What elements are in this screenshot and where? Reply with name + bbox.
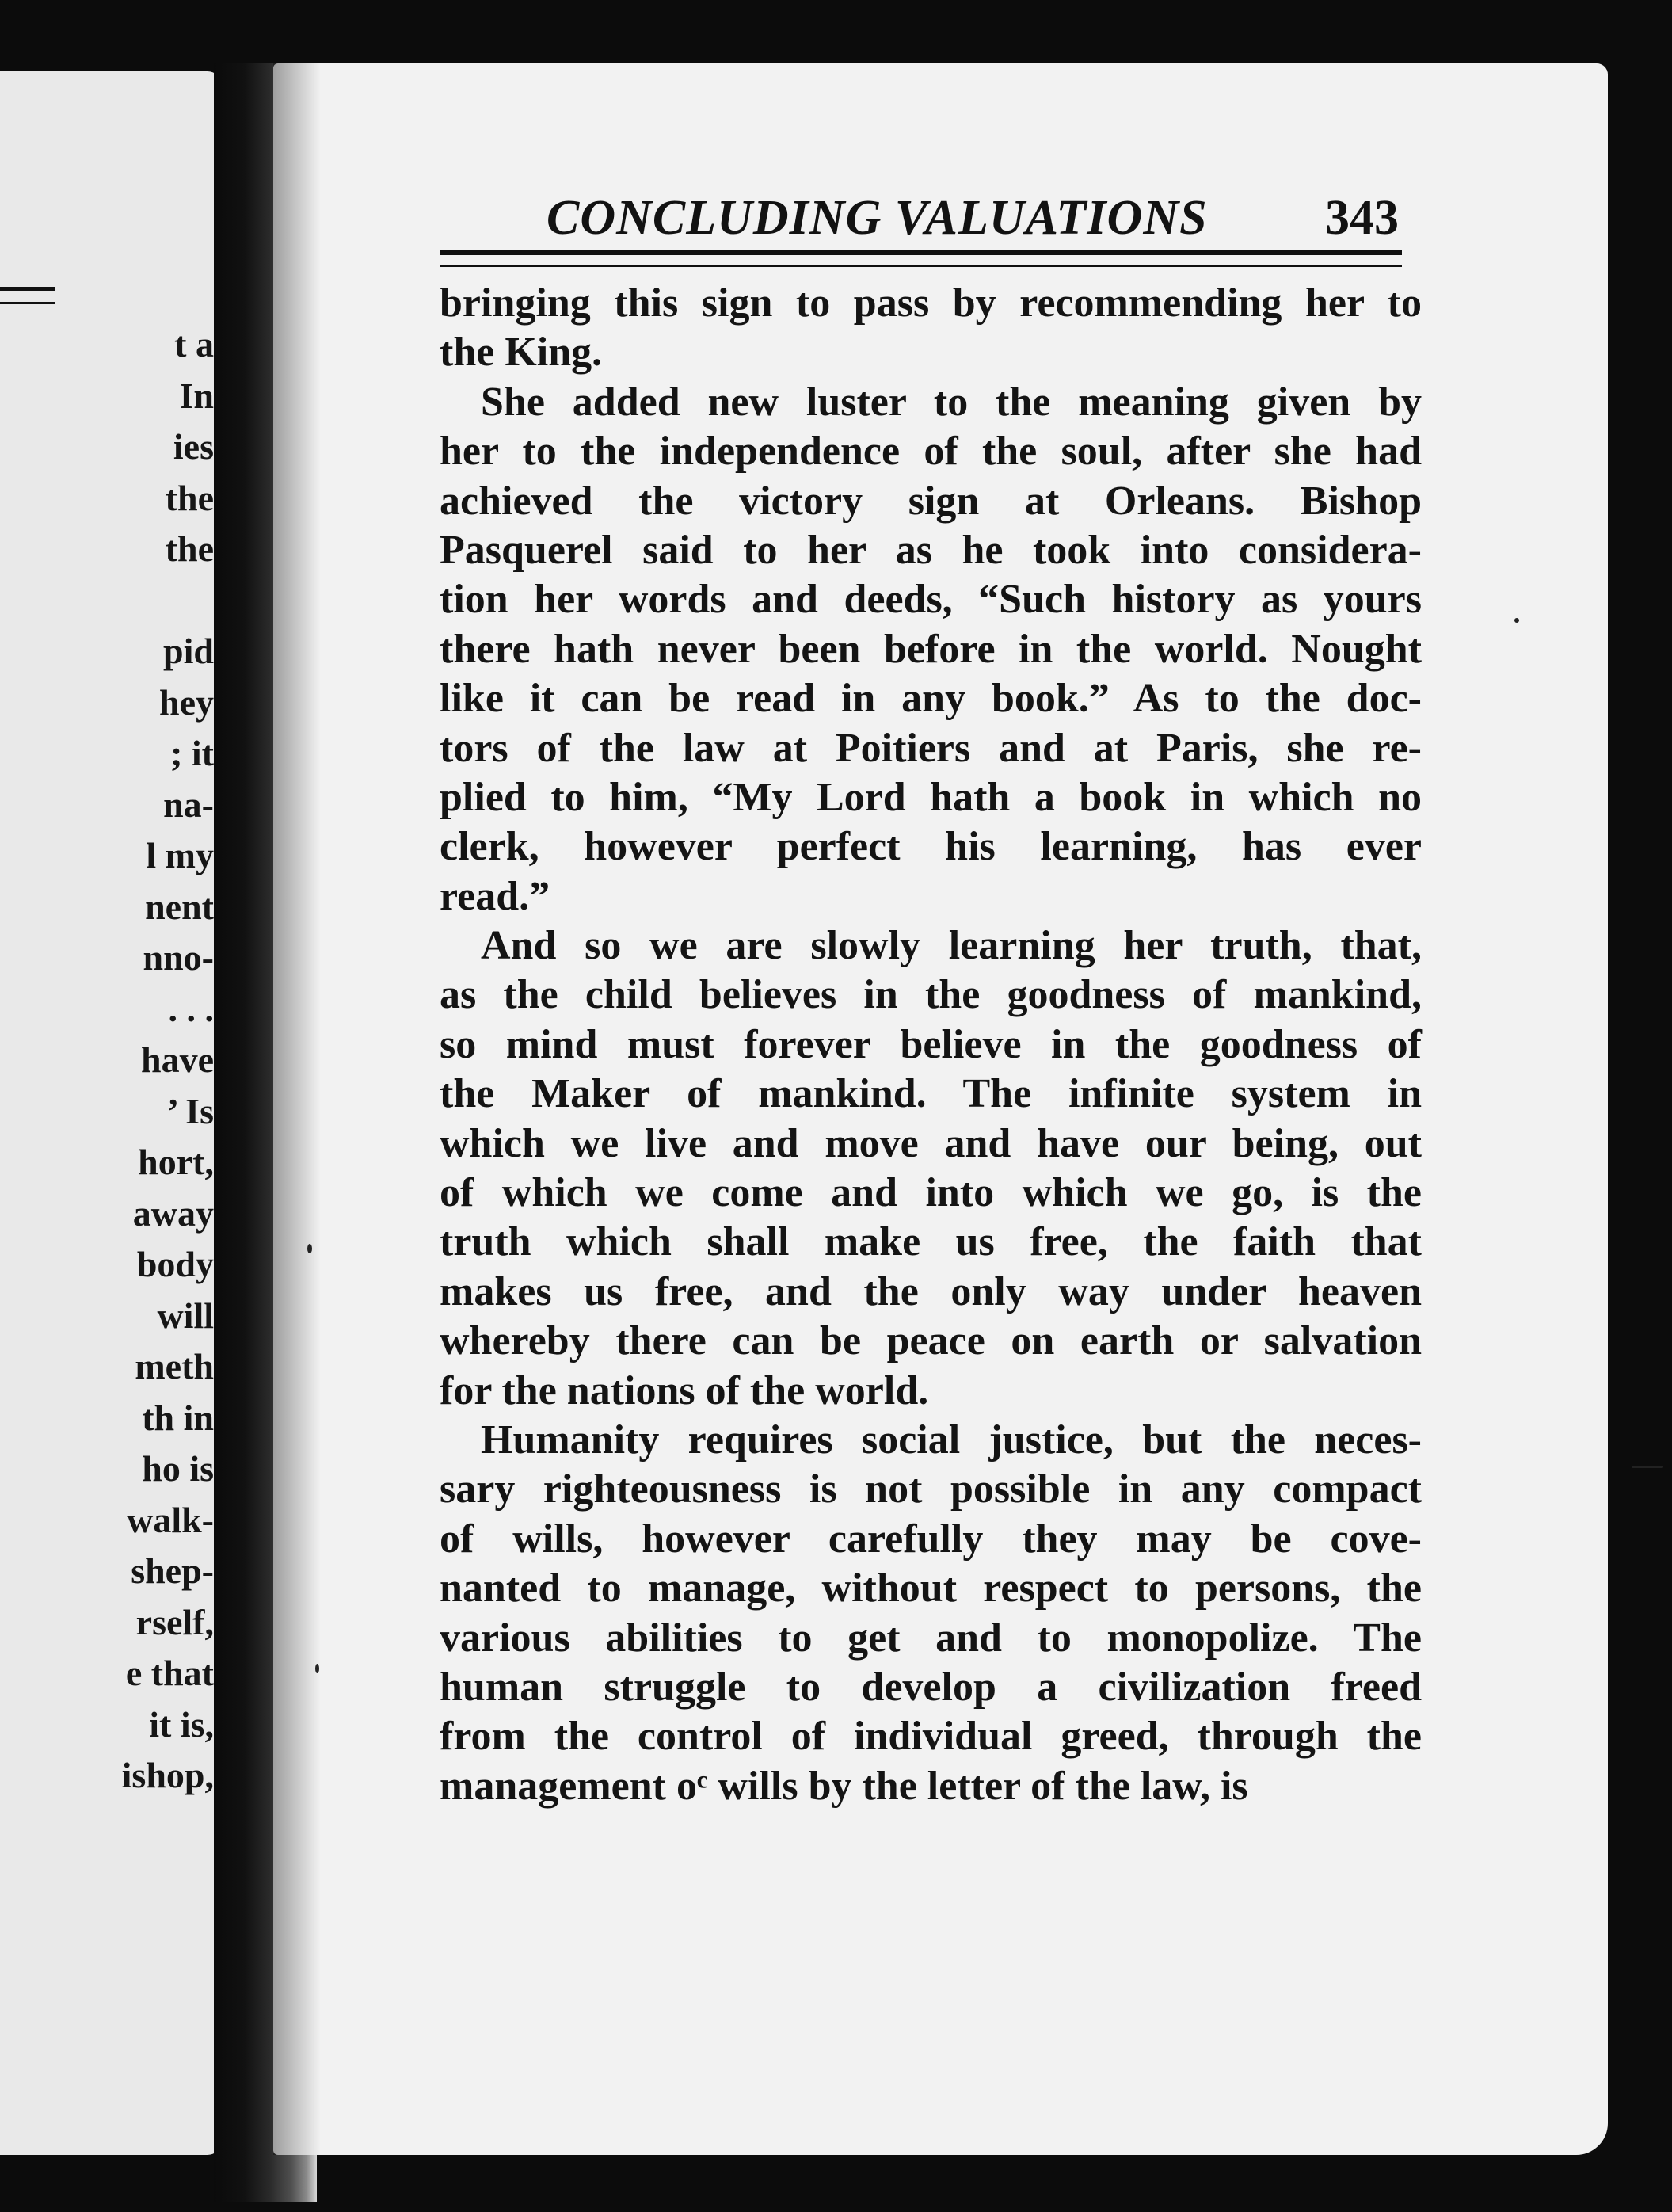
text-line: She added new luster to the meaning given by [481, 379, 1422, 425]
body-text [440, 279, 1422, 1811]
text-line: tion her words and deeds, “Such history as yours [440, 577, 1422, 623]
text-line: for the nations of the world. [440, 1367, 929, 1413]
facing-page-fragment: ’ Is [166, 1090, 214, 1131]
scan-speck [1632, 1466, 1663, 1468]
text-line: makes us free, and the only way under heaven [440, 1268, 1422, 1314]
facing-page-fragment: the [165, 528, 214, 569]
facing-page-fragment: body [136, 1244, 214, 1284]
facing-page-fragment: nno- [143, 937, 214, 978]
text-line: plied to him, “My Lord hath a book in which no [440, 774, 1422, 820]
text-line: sary righteousness is not possible in any compact [440, 1466, 1422, 1512]
facing-page-fragment: ishop, [121, 1755, 214, 1795]
facing-page-rule [0, 287, 55, 304]
text-line: human struggle to develop a civilization freed [440, 1664, 1422, 1710]
text-line: which we live and move and have our being, out [440, 1120, 1422, 1166]
page-number: 343 [1325, 191, 1399, 245]
text-line: there hath never been before in the world. Nought [440, 626, 1422, 672]
facing-page-fragment: will [157, 1295, 214, 1336]
text-line: management oᶜ wills by the letter of the law, is [440, 1763, 1248, 1809]
header-rule [440, 250, 1402, 267]
facing-page-fragment: t a [174, 324, 214, 364]
text-line: like it can be read in any book.” As to the doc- [440, 676, 1422, 722]
text-line: from the control of individual greed, through the [440, 1714, 1422, 1760]
paragraph [440, 279, 1422, 378]
scan-speck [315, 1664, 319, 1673]
paragraph [440, 378, 1422, 921]
facing-page-fragment: away [132, 1192, 214, 1234]
text-line: clerk, however perfect his learning, has ever [440, 824, 1422, 870]
text-line: the Maker of mankind. The infinite system in [440, 1071, 1422, 1117]
facing-page-fragment: hey [159, 681, 214, 723]
facing-page-fragment: nent [145, 886, 214, 927]
text-line: so mind must forever believe in the goodness of [440, 1021, 1422, 1067]
text-line: of which we come and into which we go, is the [440, 1170, 1422, 1216]
text-line: as the child believes in the goodness of mankind, [440, 972, 1422, 1018]
facing-page-fragment: rself, [135, 1601, 214, 1642]
facing-page-fragment: pid [163, 631, 214, 671]
text-line: truth which shall make us free, the faith that [440, 1219, 1422, 1265]
text-line: Humanity requires social justice, but the neces- [481, 1417, 1422, 1463]
text-line: bringing this sign to pass by recommending her to [440, 280, 1422, 326]
text-line: read.” [440, 873, 550, 919]
facing-page-fragment: walk- [127, 1499, 214, 1540]
text-line: nanted to manage, without respect to persons, the [440, 1566, 1422, 1611]
running-head [547, 190, 1418, 246]
facing-page-fragment: have [141, 1039, 214, 1080]
text-line: Pasquerel said to her as he took into considera- [440, 527, 1422, 573]
facing-page-fragment: na- [163, 784, 214, 825]
text-line: the King. [440, 330, 603, 376]
text-line: achieved the victory sign at Orleans. Bishop [440, 478, 1422, 524]
text-line: And so we are slowly learning her truth, that, [481, 923, 1422, 969]
facing-page-fragment: In [179, 375, 214, 416]
facing-page-fragment: ies [173, 426, 214, 467]
running-head-title: CONCLUDING VALUATIONS [547, 191, 1208, 245]
facing-page-fragment: the [165, 477, 214, 518]
text-line: whereby there can be peace on earth or salvation [440, 1318, 1422, 1364]
facing-page [0, 71, 222, 2155]
facing-page-fragment: th in [142, 1397, 214, 1438]
facing-page-fragment: meth [135, 1346, 214, 1386]
facing-page-fragment: shep- [131, 1550, 214, 1591]
facing-page-fragment: ; it [170, 733, 214, 773]
paragraph [440, 1416, 1422, 1811]
scan-speck [1514, 618, 1519, 623]
scan-speck [307, 1244, 312, 1253]
facing-page-fragment: e that [125, 1653, 214, 1693]
facing-page-fragment: l my [146, 835, 214, 875]
text-line: her to the independence of the soul, after she had [440, 429, 1422, 475]
facing-page-fragment: it is, [149, 1703, 214, 1745]
facing-page-fragment: hort, [138, 1142, 214, 1182]
text-line: various abilities to get and to monopolize. The [440, 1615, 1422, 1661]
paragraph [440, 921, 1422, 1416]
facing-page-fragment: . . . [168, 988, 214, 1029]
text-line: tors of the law at Poitiers and at Paris, she re- [440, 725, 1422, 771]
facing-page-fragment: ho is [142, 1448, 214, 1489]
text-line: of wills, however carefully they may be cove- [440, 1516, 1422, 1562]
